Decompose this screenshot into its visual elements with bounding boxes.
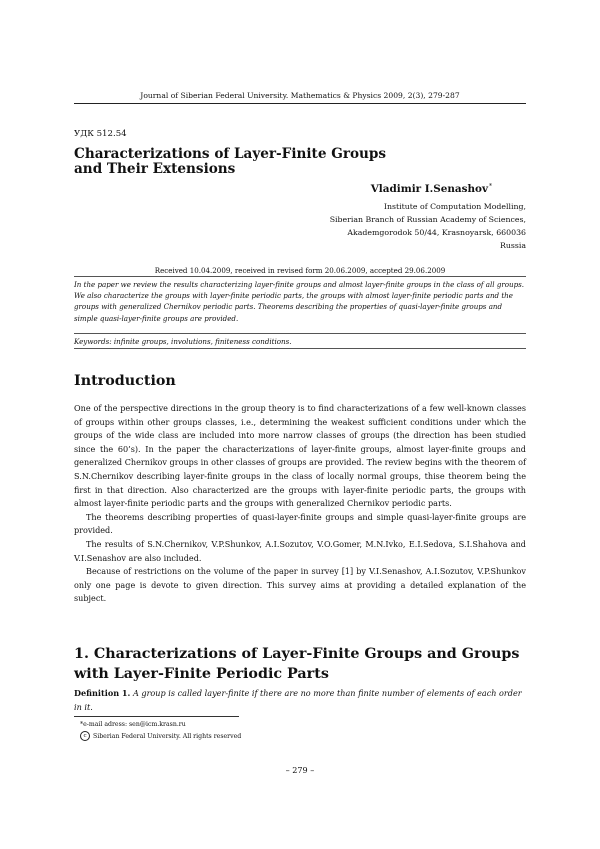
author-footnote-mark: * (489, 183, 492, 190)
page-number: – 279 – (285, 765, 315, 775)
affiliation-line: Siberian Branch of Russian Academy of Sciences, (329, 215, 526, 224)
title-line-1: Characterizations of Layer-Finite Groups (74, 146, 387, 162)
definition-label: Definition 1. (74, 688, 131, 698)
paragraph: One of the perspective directions in the group theory is to find characterizations of a few well-known classes of groups within other groups classes, i.e., determining the weakest sufficient conditions under which the groups of the wide class are included into more narrow classes of groups (the direction has been studied since the 60’s). In the paper the characterizations of layer-finite groups, almost layer-finite groups and generalized Chernikov groups in other classes of groups are provided. The review begins with the theorem of S.N.Chernikov describing layer-finite groups in the class of locally normal groups, thise theorem being the first in that direction. Also characterized are the groups with layer-finite periodic parts, the groups with almost layer-finite periodic parts and the groups with generalized Chernikov periodic parts. (74, 403, 526, 509)
abstract-top-rule (74, 276, 526, 277)
section-heading-line-2: with Layer-Finite Periodic Parts (74, 666, 329, 682)
copyright-icon: c (80, 731, 90, 741)
section-heading-1 (74, 644, 519, 684)
abstract-mid-rule (74, 333, 526, 334)
affiliation-line: Institute of Computation Modelling, (383, 202, 526, 211)
section-heading-line-1: 1. Characterizations of Layer-Finite Groups and Groups (74, 646, 520, 662)
affiliation-line: Akademgorodok 50/44, Krasnoyarsk, 660036 (347, 228, 526, 237)
paper-title (74, 147, 386, 177)
footnote-email: *e-mail adress: sen@icm.krasn.ru (80, 721, 186, 728)
footnote-rule (74, 716, 239, 717)
journal-header: Journal of Siberian Federal University. Mathematics & Physics 2009, 2(3), 279-287 (140, 91, 460, 100)
header-rule (74, 103, 526, 104)
definition-text: A group is called layer-finite if there are no more than finite number of elements of each order in it. (74, 688, 522, 712)
definition-1 (74, 687, 526, 714)
abstract: In the paper we review the results characterizing layer-finite groups and almost layer-finite groups in the class of all groups. We also characterize the groups with layer-finite periodic parts, the groups with almost layer-finite periodic parts and the groups with generalized Chernikov periodic parts. Theorems describing the properties of quasi-layer-finite groups and simple quasi-layer-finite groups are provided. (74, 280, 525, 323)
affiliation-line: Russia (499, 241, 526, 250)
paragraph: The theorems describing properties of quasi-layer-finite groups and simple quasi-layer-finite groups are provided. (74, 511, 526, 536)
received-dates: Received 10.04.2009, received in revised form 20.06.2009, accepted 29.06.2009 (154, 266, 446, 275)
paragraph: The results of S.N.Chernikov, V.P.Shunkov, A.I.Sozutov, V.O.Gomer, M.N.Ivko, E.I.Sedova, S.I.Shahova and V.I.Senashov are also included. (74, 538, 526, 563)
title-line-2: and Their Extensions (74, 161, 236, 177)
affiliation (330, 200, 526, 252)
footnote-copyright: c Siberian Federal University. All rights reserved (80, 731, 241, 743)
paragraph: Because of restrictions on the volume of the paper in survey [1] by V.I.Senashov, A.I.Sozutov, V.P.Shunkov only one page is devote to given direction. This survey aims at providing a detailed explanation of the subject. (74, 566, 526, 604)
footnotes (80, 719, 241, 742)
abstract-bottom-rule (74, 348, 526, 349)
author-name: Vladimir I.Senashov* (370, 183, 492, 195)
udk-code: УДК 512.54 (74, 129, 127, 139)
keywords: Keywords: infinite groups, involutions, finiteness conditions. (74, 337, 292, 346)
section-heading-introduction: Introduction (74, 373, 176, 389)
introduction-body (74, 402, 526, 606)
